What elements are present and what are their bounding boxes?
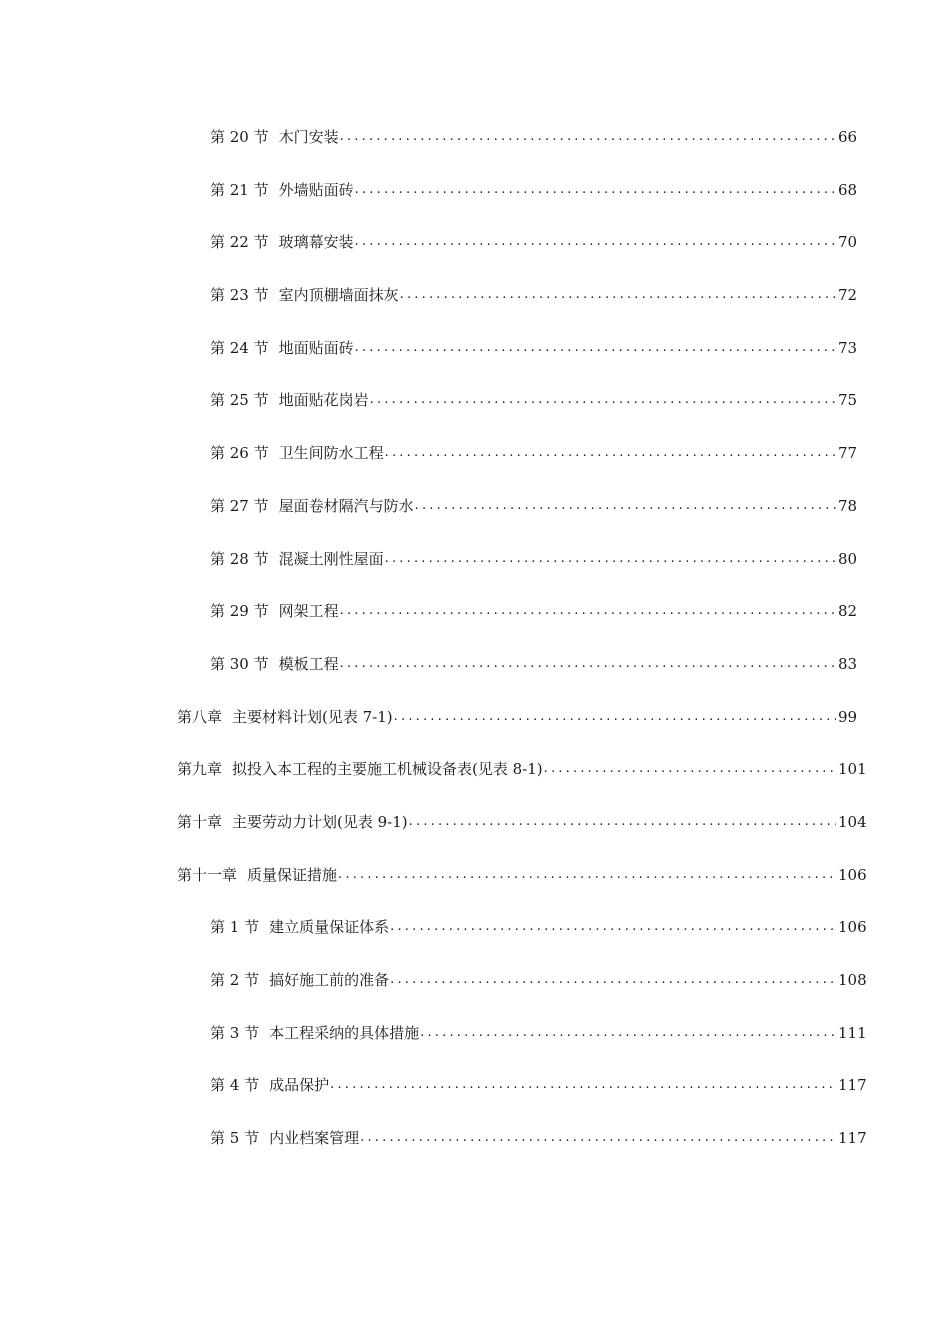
toc-entry-title: 室内顶棚墙面抹灰	[278, 286, 399, 305]
dot-leader	[415, 493, 836, 519]
dot-leader	[340, 598, 836, 624]
toc-entry-title: 玻璃幕安装	[278, 233, 354, 252]
toc-entry-number: 第 2 节	[210, 971, 260, 989]
dot-leader	[355, 177, 836, 203]
toc-entry-page: 70	[838, 233, 858, 252]
toc-entry-page: 66	[838, 128, 858, 146]
dot-leader	[360, 1125, 836, 1151]
toc-entry-title: 拟投入本工程的主要施工机械设备表(见表 8-1)	[232, 760, 543, 779]
toc-entry-number: 第十章	[177, 812, 223, 831]
toc-entry-number: 第九章	[177, 760, 223, 779]
toc-entry-title: 主要劳动力计划(见表 9-1)	[232, 812, 408, 831]
toc-entry[interactable]	[0, 124, 950, 177]
toc-entry[interactable]	[0, 493, 950, 546]
dot-leader	[338, 862, 836, 888]
toc-entry-number: 第十一章	[177, 865, 238, 884]
toc-entry-page: 83	[838, 654, 858, 673]
toc-entry-page: 72	[838, 286, 858, 305]
toc-entry[interactable]	[0, 229, 950, 282]
dot-leader	[409, 809, 836, 835]
toc-entry[interactable]	[0, 651, 950, 704]
toc-entry-title: 模板工程	[278, 654, 339, 673]
dot-leader	[385, 546, 836, 572]
dot-leader	[340, 124, 836, 150]
toc-entry-number: 第 3 节	[210, 1023, 260, 1042]
toc-entry-title: 成品保护	[269, 1076, 330, 1095]
dot-leader	[330, 1072, 836, 1098]
dot-leader	[385, 440, 836, 466]
toc-entry-page: 80	[838, 549, 858, 568]
toc-entry-number: 第 28 节	[210, 549, 269, 568]
toc-entry-page: 108	[838, 971, 867, 989]
toc-entry-title: 内业档案管理	[269, 1129, 360, 1148]
toc-entry-page: 78	[838, 496, 858, 515]
toc-entry-title: 建立质量保证体系	[269, 918, 390, 937]
dot-leader	[355, 335, 836, 361]
toc-entry-number: 第 5 节	[210, 1129, 260, 1148]
toc-entry-number: 第 27 节	[210, 496, 269, 515]
toc-entry-number: 第 22 节	[210, 233, 269, 252]
toc-entry[interactable]	[0, 1020, 950, 1073]
toc-entry-page: 68	[838, 180, 858, 199]
dot-leader	[420, 1020, 836, 1046]
toc-entry-title: 卫生间防水工程	[278, 444, 384, 463]
dot-leader	[340, 651, 836, 677]
toc-entry-page: 111	[838, 1023, 867, 1042]
toc-chapter-entry[interactable]	[0, 809, 950, 862]
toc-entry-page: 101	[838, 760, 867, 779]
toc-entry-number: 第 23 节	[210, 286, 269, 305]
toc-entry-title: 外墙贴面砖	[278, 180, 354, 199]
toc-entry[interactable]	[0, 546, 950, 599]
toc-entry-number: 第 26 节	[210, 444, 269, 463]
toc-entry-page: 82	[838, 602, 858, 621]
toc-entry[interactable]	[0, 177, 950, 230]
toc-entry-number: 第 4 节	[210, 1076, 260, 1095]
toc-entry-title: 质量保证措施	[247, 865, 338, 884]
toc-entry-title: 网架工程	[278, 602, 339, 621]
dot-leader	[394, 704, 836, 730]
toc-entry-number: 第八章	[177, 707, 223, 726]
toc-entry-page: 117	[838, 1076, 867, 1095]
toc-entry-title: 混凝土刚性屋面	[278, 549, 384, 568]
table-of-contents	[0, 124, 950, 1178]
toc-entry-number: 第 25 节	[210, 391, 269, 410]
toc-entry-number: 第 29 节	[210, 602, 269, 621]
toc-entry-number: 第 24 节	[210, 338, 269, 357]
toc-entry[interactable]	[0, 282, 950, 335]
dot-leader	[390, 914, 836, 940]
toc-entry-number: 第 20 节	[210, 128, 269, 146]
toc-chapter-entry[interactable]	[0, 704, 950, 757]
toc-entry-number: 第 1 节	[210, 918, 260, 937]
dot-leader	[370, 387, 836, 413]
toc-entry[interactable]	[0, 387, 950, 440]
toc-entry-title: 主要材料计划(见表 7-1)	[232, 707, 393, 726]
toc-entry-title: 屋面卷材隔汽与防水	[278, 496, 414, 515]
toc-entry[interactable]	[0, 967, 950, 1020]
toc-entry[interactable]	[0, 335, 950, 388]
toc-entry-title: 木门安装	[278, 128, 339, 146]
toc-entry[interactable]	[0, 598, 950, 651]
dot-leader	[390, 967, 836, 993]
toc-entry-title: 搞好施工前的准备	[269, 971, 390, 989]
toc-entry-page: 75	[838, 391, 858, 410]
toc-entry-number: 第 30 节	[210, 654, 269, 673]
dot-leader	[400, 282, 836, 308]
toc-entry-number: 第 21 节	[210, 180, 269, 199]
toc-entry[interactable]	[0, 440, 950, 493]
toc-entry-page: 106	[838, 918, 867, 937]
toc-entry[interactable]	[0, 1125, 950, 1178]
toc-entry-page: 117	[838, 1129, 867, 1148]
toc-entry[interactable]	[0, 914, 950, 967]
toc-chapter-entry[interactable]	[0, 756, 950, 809]
toc-entry-title: 地面贴花岗岩	[278, 391, 369, 410]
dot-leader	[355, 229, 836, 255]
toc-chapter-entry[interactable]	[0, 862, 950, 915]
toc-entry-title: 本工程采纳的具体措施	[269, 1023, 420, 1042]
toc-entry-title: 地面贴面砖	[278, 338, 354, 357]
toc-entry-page: 77	[838, 444, 858, 463]
toc-entry-page: 99	[838, 707, 858, 726]
toc-entry-page: 104	[838, 812, 867, 831]
toc-entry-page: 73	[838, 338, 858, 357]
toc-entry[interactable]	[0, 1072, 950, 1125]
toc-entry-page: 106	[838, 865, 867, 884]
dot-leader	[544, 756, 836, 782]
